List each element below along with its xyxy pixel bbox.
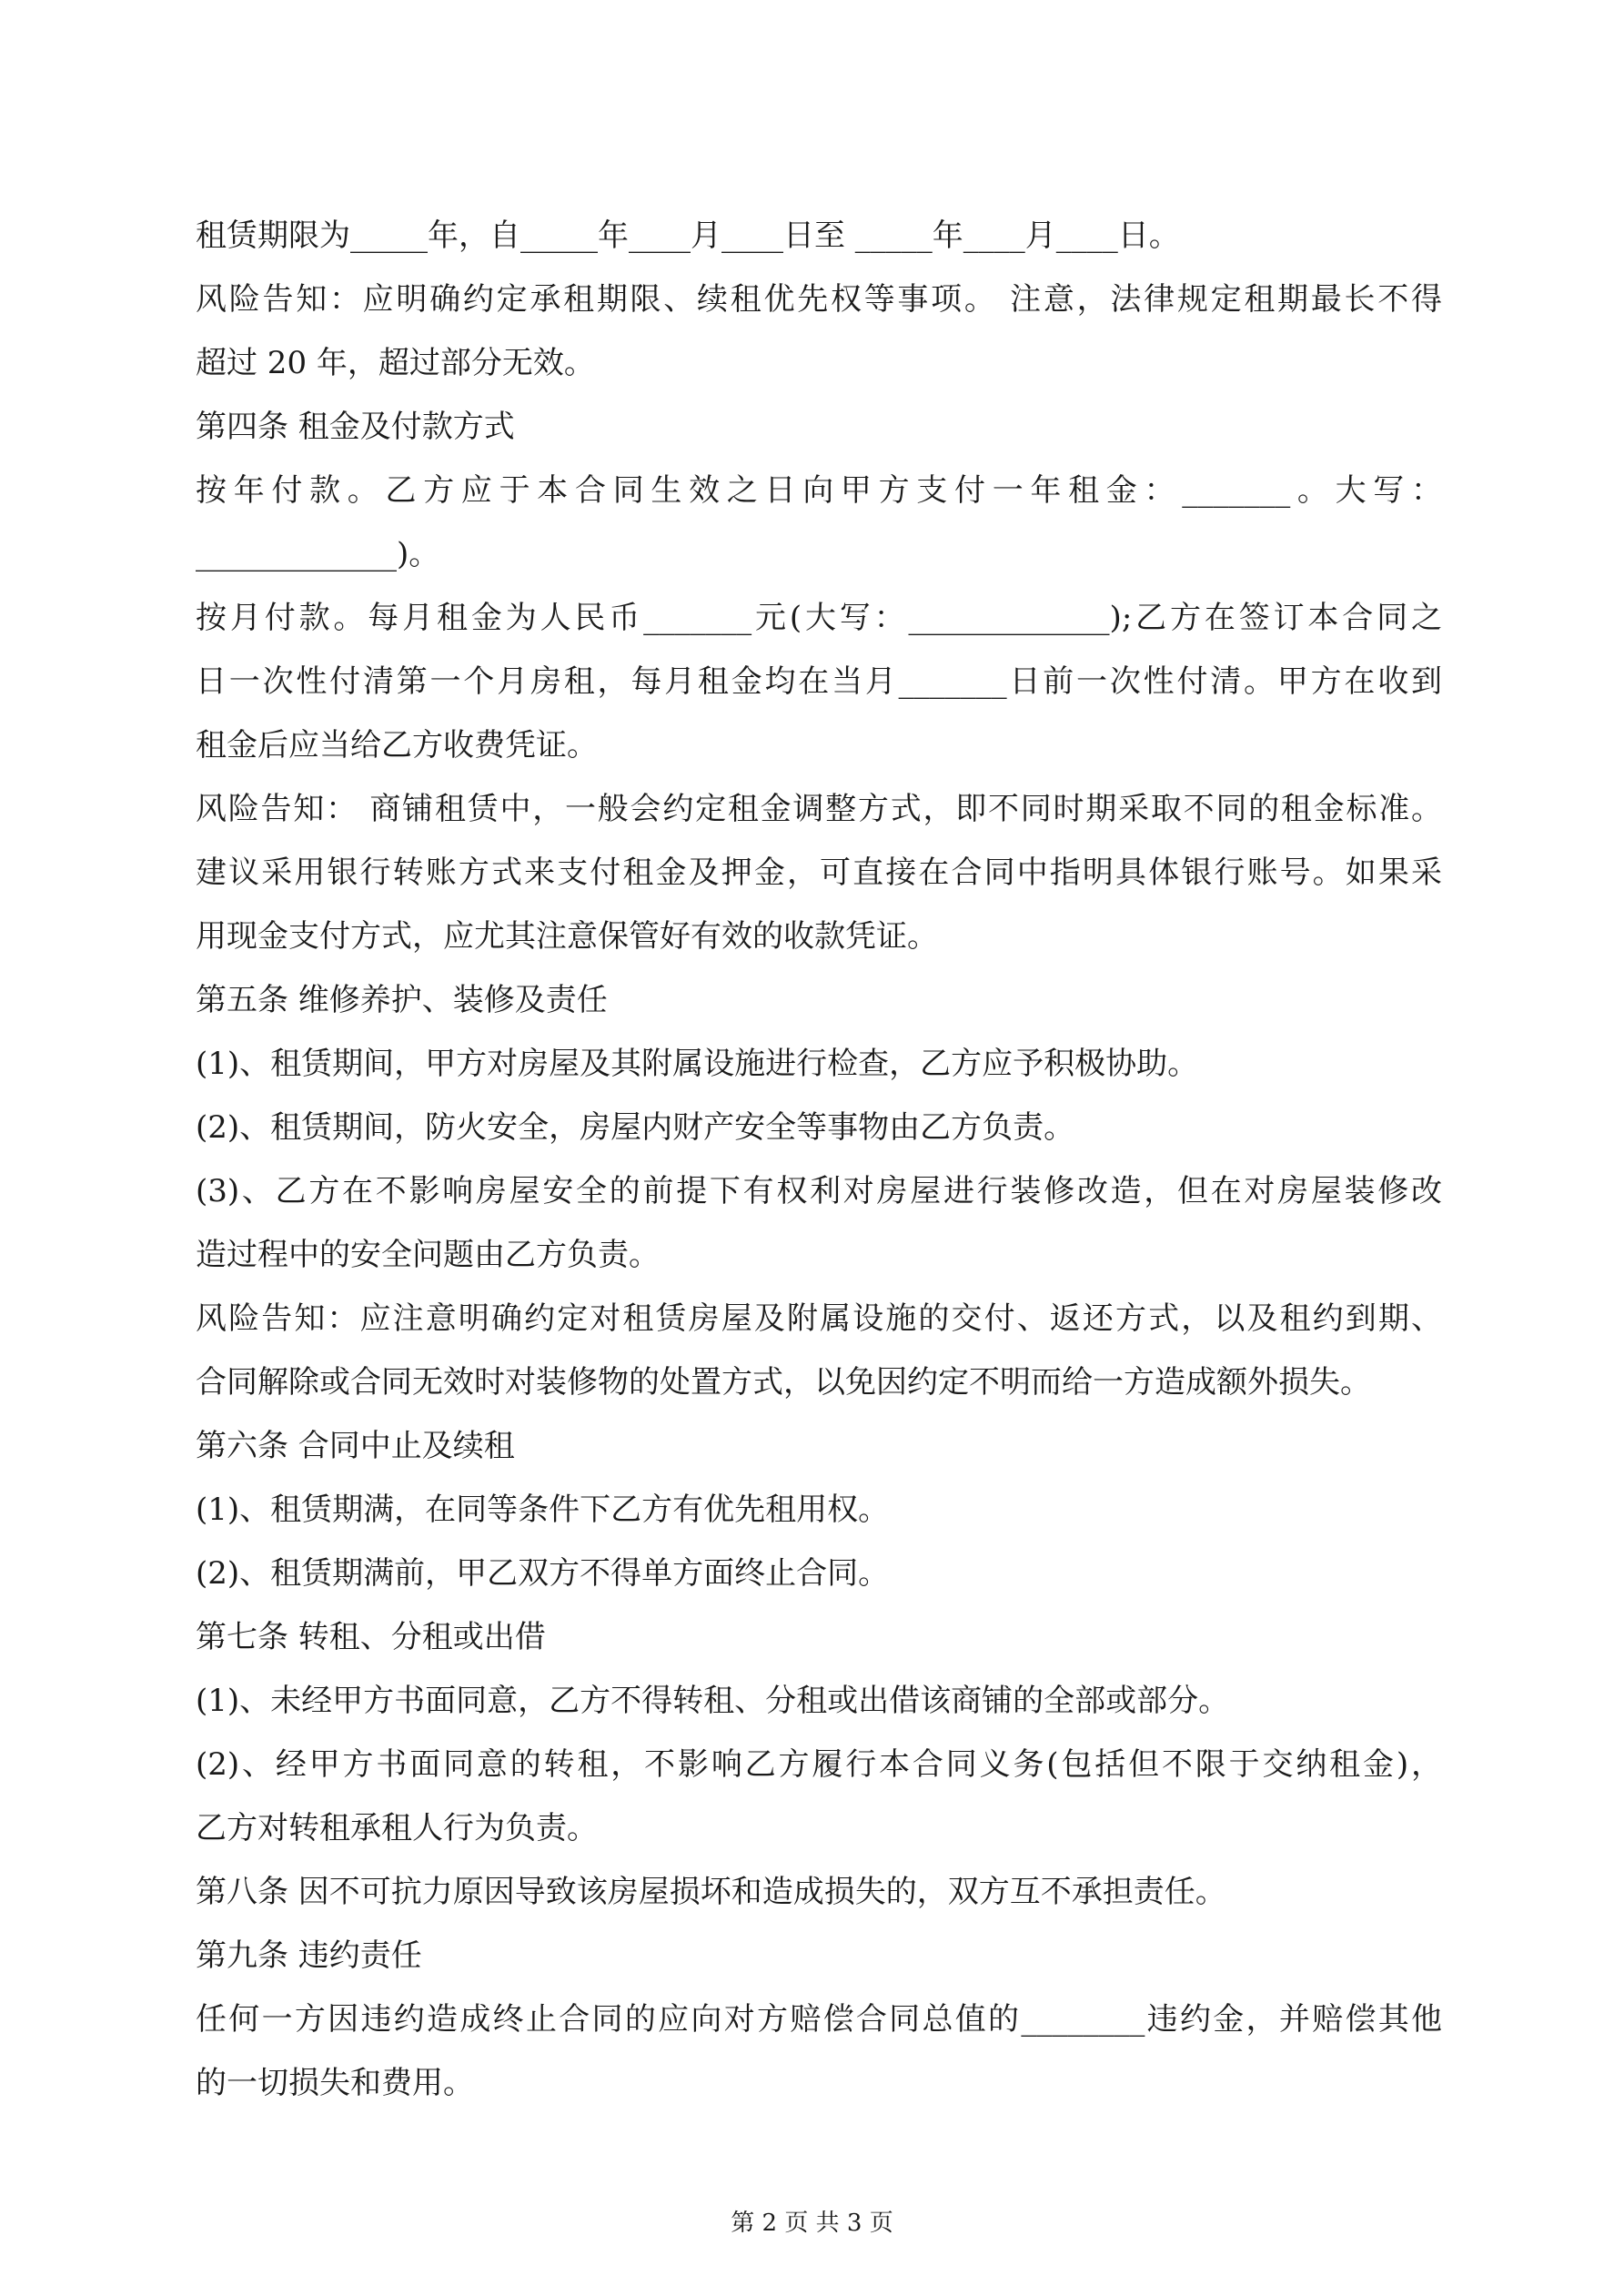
text-line: _____________)。 bbox=[196, 536, 440, 572]
paragraph-lease-term bbox=[196, 204, 1442, 268]
text-line: 第六条 合同中止及续租 bbox=[196, 1428, 515, 1464]
paragraph-article-5-item-3 bbox=[196, 1159, 1442, 1287]
text-line: 租赁期限为_____年，自_____年____月____日至 _____年____月____日。 bbox=[196, 217, 1180, 254]
text-line: (1)、未经甲方书面同意，乙方不得转租、分租或出借该商铺的全部或部分。 bbox=[196, 1683, 1230, 1719]
text-line: 风险告知：应明确约定承租期限、续租优先权等事项。 注意，法律规定租期最长不得 bbox=[196, 281, 1442, 318]
paragraph-article-7-item-2 bbox=[196, 1733, 1442, 1860]
paragraph-risk-repair bbox=[196, 1287, 1442, 1414]
text-line: (2)、经甲方书面同意的转租，不影响乙方履行本合同义务(包括但不限于交纳租金)， bbox=[196, 1746, 1442, 1783]
text-line: 租金后应当给乙方收费凭证。 bbox=[196, 727, 598, 764]
paragraph-risk-rent bbox=[196, 777, 1442, 968]
paragraph-article-6-title bbox=[196, 1414, 1442, 1478]
text-line: 建议采用银行转账方式来支付租金及押金，可直接在合同中指明具体银行账号。如果采 bbox=[196, 855, 1442, 891]
contract-body bbox=[196, 204, 1442, 2115]
text-line: 超过 20 年，超过部分无效。 bbox=[196, 345, 595, 381]
paragraph-article-5-item-1 bbox=[196, 1032, 1442, 1096]
paragraph-article-7-item-1 bbox=[196, 1669, 1442, 1733]
text-line: (1)、租赁期间，甲方对房屋及其附属设施进行检查，乙方应予积极协助。 bbox=[196, 1046, 1199, 1082]
paragraph-article-5-title bbox=[196, 968, 1442, 1032]
paragraph-article-9-body bbox=[196, 1988, 1442, 2115]
text-line: (3)、乙方在不影响房屋安全的前提下有权利对房屋进行装修改造，但在对房屋装修改 bbox=[196, 1173, 1442, 1209]
paragraph-article-9-title bbox=[196, 1924, 1442, 1988]
paragraph-article-7-title bbox=[196, 1605, 1442, 1669]
text-line: 第九条 违约责任 bbox=[196, 1937, 422, 1974]
text-line: 日一次性付清第一个月房租，每月租金均在当月_______日前一次性付清。甲方在收到 bbox=[196, 663, 1442, 700]
text-line: 任何一方因违约造成终止合同的应向对方赔偿合同总值的________违约金，并赔偿其他 bbox=[196, 2001, 1442, 2038]
text-line: 第四条 租金及付款方式 bbox=[196, 409, 515, 445]
paragraph-article-6-item-2 bbox=[196, 1542, 1442, 1605]
text-line: 按年付款。乙方应于本合同生效之日向甲方支付一年租金：_______。大写： bbox=[196, 472, 1442, 509]
text-line: 第五条 维修养护、装修及责任 bbox=[196, 982, 608, 1018]
text-line: 第八条 因不可抗力原因导致该房屋损坏和造成损失的，双方互不承担责任。 bbox=[196, 1874, 1226, 1910]
text-line: 风险告知：应注意明确约定对租赁房屋及附属设施的交付、返还方式，以及租约到期、 bbox=[196, 1300, 1442, 1337]
text-line: 风险告知： 商铺租赁中，一般会约定租金调整方式，即不同时期采取不同的租金标准。 bbox=[196, 791, 1442, 827]
text-line: 乙方对转租承租人行为负责。 bbox=[196, 1810, 598, 1846]
paragraph-risk-term bbox=[196, 268, 1442, 395]
paragraph-article-6-item-1 bbox=[196, 1478, 1442, 1542]
text-line: 按月付款。每月租金为人民币_______元(大写：_____________);乙方在签订本合同之 bbox=[196, 600, 1442, 636]
text-line: 的一切损失和费用。 bbox=[196, 2065, 474, 2101]
text-line: 第七条 转租、分租或出借 bbox=[196, 1619, 546, 1655]
paragraph-article-5-item-2 bbox=[196, 1096, 1442, 1159]
paragraph-article-8 bbox=[196, 1860, 1442, 1924]
text-line: 造过程中的安全问题由乙方负责。 bbox=[196, 1237, 660, 1273]
paragraph-annual-payment bbox=[196, 459, 1442, 586]
text-line: (2)、租赁期间，防火安全，房屋内财产安全等事物由乙方负责。 bbox=[196, 1109, 1075, 1146]
paragraph-article-4-title bbox=[196, 395, 1442, 459]
text-line: 用现金支付方式，应尤其注意保管好有效的收款凭证。 bbox=[196, 918, 938, 955]
text-line: (1)、租赁期满，在同等条件下乙方有优先租用权。 bbox=[196, 1492, 890, 1528]
text-line: 合同解除或合同无效时对装修物的处置方式，以免因约定不明而给一方造成额外损失。 bbox=[196, 1364, 1371, 1401]
text-line: (2)、租赁期满前，甲乙双方不得单方面终止合同。 bbox=[196, 1555, 890, 1592]
page-number: 第 2 页 共 3 页 bbox=[731, 2210, 893, 2237]
paragraph-monthly-payment bbox=[196, 586, 1442, 777]
